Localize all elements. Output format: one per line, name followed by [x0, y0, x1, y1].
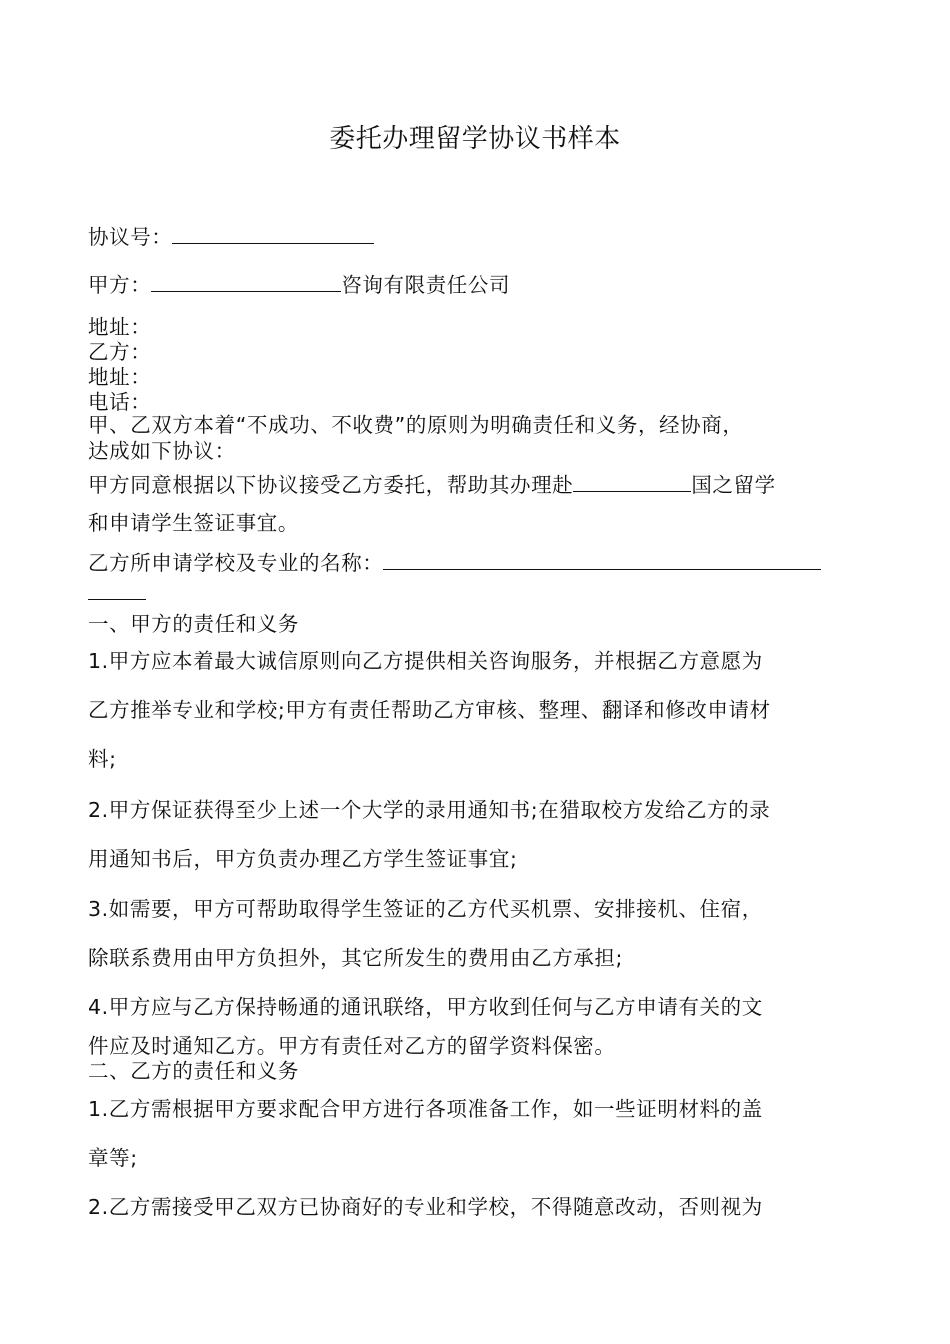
party-a-line	[88, 272, 868, 298]
s1-item2-line2: 用通知书后，甲方负责办理乙方学生签证事宜;	[88, 847, 518, 871]
party-b-address: 地址：	[88, 365, 152, 389]
s1-item4-line1: 4.甲方应与乙方保持畅通的通讯联络，甲方收到任何与乙方申请有关的文	[88, 995, 763, 1019]
s2-item1-line1: 1.乙方需根据甲方要求配合甲方进行各项准备工作，如一些证明材料的盖	[88, 1097, 763, 1121]
agreement-paragraph-line2: 和申请学生签证事宜。	[88, 511, 299, 535]
party-a-suffix: 咨询有限责任公司	[341, 273, 511, 297]
s2-item2-line1: 2.乙方需接受甲乙双方已协商好的专业和学校，不得随意改动，否则视为	[88, 1195, 763, 1219]
school-major-line	[88, 550, 868, 576]
party-a-blank	[151, 273, 341, 292]
agreement-paragraph-line1	[88, 472, 868, 498]
section-heading-party-a: 一、甲方的责任和义务	[88, 612, 299, 636]
school-major-blank	[383, 551, 821, 570]
s1-item2-line1: 2.甲方保证获得至少上述一个大学的录用通知书;在猎取校方发给乙方的录	[88, 798, 771, 822]
party-b-phone: 电话：	[88, 390, 152, 414]
s1-item1-line3: 料;	[88, 747, 117, 771]
school-major-blank-tail	[88, 581, 146, 600]
s1-item3-line2: 除联系费用由甲方负担外，其它所发生的费用由乙方承担;	[88, 946, 624, 970]
intro-paragraph-line2: 达成如下协议：	[88, 439, 236, 463]
party-a-label: 甲方：	[88, 273, 152, 297]
document-title: 委托办理留学协议书样本	[329, 124, 621, 154]
agreement-number-label: 协议号：	[88, 225, 173, 249]
s1-item1-line2: 乙方推举专业和学校;甲方有责任帮助乙方审核、整理、翻译和修改申请材	[88, 698, 771, 722]
intro-paragraph-line1: 甲、乙双方本着“不成功、不收费”的原则为明确责任和义务，经协商，	[88, 413, 744, 437]
school-major-label: 乙方所申请学校及专业的名称：	[88, 551, 384, 575]
agreement-number-blank	[172, 225, 374, 244]
party-b-line: 乙方：	[88, 340, 152, 364]
destination-country-blank	[573, 473, 691, 492]
section-heading-party-b: 二、乙方的责任和义务	[88, 1059, 299, 1083]
party-a-address: 地址：	[88, 315, 152, 339]
s2-item1-line2: 章等;	[88, 1146, 138, 1170]
agreement-text-post: 国之留学	[691, 473, 776, 497]
s1-item3-line1: 3.如需要，甲方可帮助取得学生签证的乙方代买机票、安排接机、住宿，	[88, 897, 763, 921]
agreement-text-pre: 甲方同意根据以下协议接受乙方委托，帮助其办理赴	[88, 473, 574, 497]
school-major-blank-continued	[88, 580, 868, 606]
s1-item1-line1: 1.甲方应本着最大诚信原则向乙方提供相关咨询服务，并根据乙方意愿为	[88, 649, 763, 673]
agreement-number-line	[88, 224, 868, 250]
s1-item4-line2: 件应及时通知乙方。甲方有责任对乙方的留学资料保密。	[88, 1034, 616, 1058]
